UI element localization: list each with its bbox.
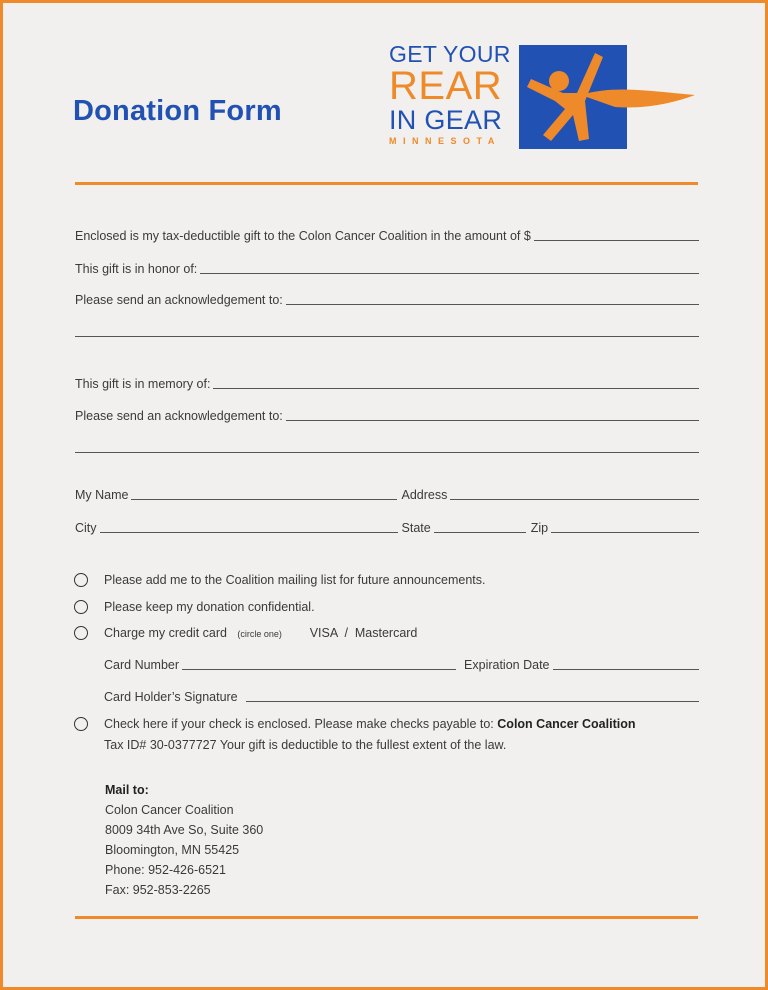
signature-row[interactable] <box>104 690 699 704</box>
mailing-list-radio[interactable] <box>74 573 88 587</box>
card-types[interactable]: VISA / Mastercard <box>309 626 418 640</box>
city-label: City <box>75 521 97 535</box>
honor-field[interactable] <box>200 272 699 274</box>
state-field[interactable] <box>434 531 526 533</box>
mailing-list-label: Please add me to the Coalition mailing list for future announcements. <box>104 573 486 587</box>
tax-id-text: Tax ID# 30-0377727 Your gift is deductible to the fullest extent of the law. <box>104 738 507 752</box>
honor-ack-field[interactable] <box>286 303 699 305</box>
bottom-divider <box>75 916 698 919</box>
get-your-rear-in-gear-logo <box>389 41 699 153</box>
memory-ack-field-2[interactable] <box>75 452 699 453</box>
memory-row[interactable] <box>75 377 699 391</box>
zip-label: Zip <box>530 521 549 535</box>
city-field[interactable] <box>100 531 398 533</box>
memory-ack-label: Please send an acknowledgement to: <box>75 409 283 423</box>
credit-card-option <box>104 626 417 640</box>
check-text: Check here if your check is enclosed. Please make checks payable to: <box>104 717 494 731</box>
memory-ack-row[interactable] <box>75 409 699 423</box>
mail-line: Fax: 952-853-2265 <box>105 883 211 897</box>
name-address-row[interactable] <box>75 488 699 502</box>
check-enclosed-radio[interactable] <box>74 717 88 731</box>
card-number-field[interactable] <box>182 668 456 670</box>
mail-line: 8009 34th Ave So, Suite 360 <box>105 823 264 837</box>
memory-field[interactable] <box>213 387 699 389</box>
check-payee: Colon Cancer Coalition <box>497 717 636 731</box>
honor-ack-label: Please send an acknowledgement to: <box>75 293 283 307</box>
mail-to-block <box>105 780 263 900</box>
city-state-zip-row[interactable] <box>75 521 699 535</box>
name-field[interactable] <box>131 498 397 500</box>
honor-ack-field-2[interactable] <box>75 336 699 337</box>
gift-amount-field[interactable] <box>534 239 699 241</box>
card-number-row[interactable] <box>104 658 699 672</box>
logo-line-2: REAR <box>389 64 503 108</box>
confidential-radio[interactable] <box>74 600 88 614</box>
expiration-field[interactable] <box>553 668 700 670</box>
card-number-label: Card Number <box>104 658 180 672</box>
credit-card-radio[interactable] <box>74 626 88 640</box>
zip-field[interactable] <box>551 531 699 533</box>
top-divider <box>75 182 698 185</box>
address-label: Address <box>401 488 448 502</box>
mail-line: Phone: 952-426-6521 <box>105 863 226 877</box>
mail-to-heading: Mail to: <box>105 783 149 797</box>
logo-line-4: MINNESOTA <box>389 136 501 146</box>
expiration-label: Expiration Date <box>464 658 550 672</box>
memory-ack-field[interactable] <box>286 419 699 421</box>
credit-card-label: Charge my credit card <box>104 626 227 640</box>
page-title: Donation Form <box>73 95 282 127</box>
honor-row[interactable] <box>75 262 699 276</box>
name-label: My Name <box>75 488 129 502</box>
logo-line-3: IN GEAR <box>389 105 503 135</box>
confidential-label: Please keep my donation confidential. <box>104 600 315 614</box>
honor-label: This gift is in honor of: <box>75 262 198 276</box>
address-field[interactable] <box>450 498 699 500</box>
mail-line: Bloomington, MN 55425 <box>105 843 240 857</box>
signature-label: Card Holder’s Signature <box>104 690 238 704</box>
gift-amount-label: Enclosed is my tax-deductible gift to the Colon Cancer Coalition in the amount of $ <box>75 229 531 243</box>
state-label: State <box>401 521 431 535</box>
signature-field[interactable] <box>246 700 699 702</box>
running-figure-icon <box>519 43 697 151</box>
honor-ack-row[interactable] <box>75 293 699 307</box>
logo-text <box>389 41 517 147</box>
circle-one-note: (circle one) <box>237 629 282 639</box>
check-enclosed-option <box>104 717 635 731</box>
mail-line: Colon Cancer Coalition <box>105 803 234 817</box>
memory-label: This gift is in memory of: <box>75 377 211 391</box>
logo-line-1: GET YOUR <box>389 41 511 67</box>
gift-amount-row[interactable] <box>75 229 699 243</box>
